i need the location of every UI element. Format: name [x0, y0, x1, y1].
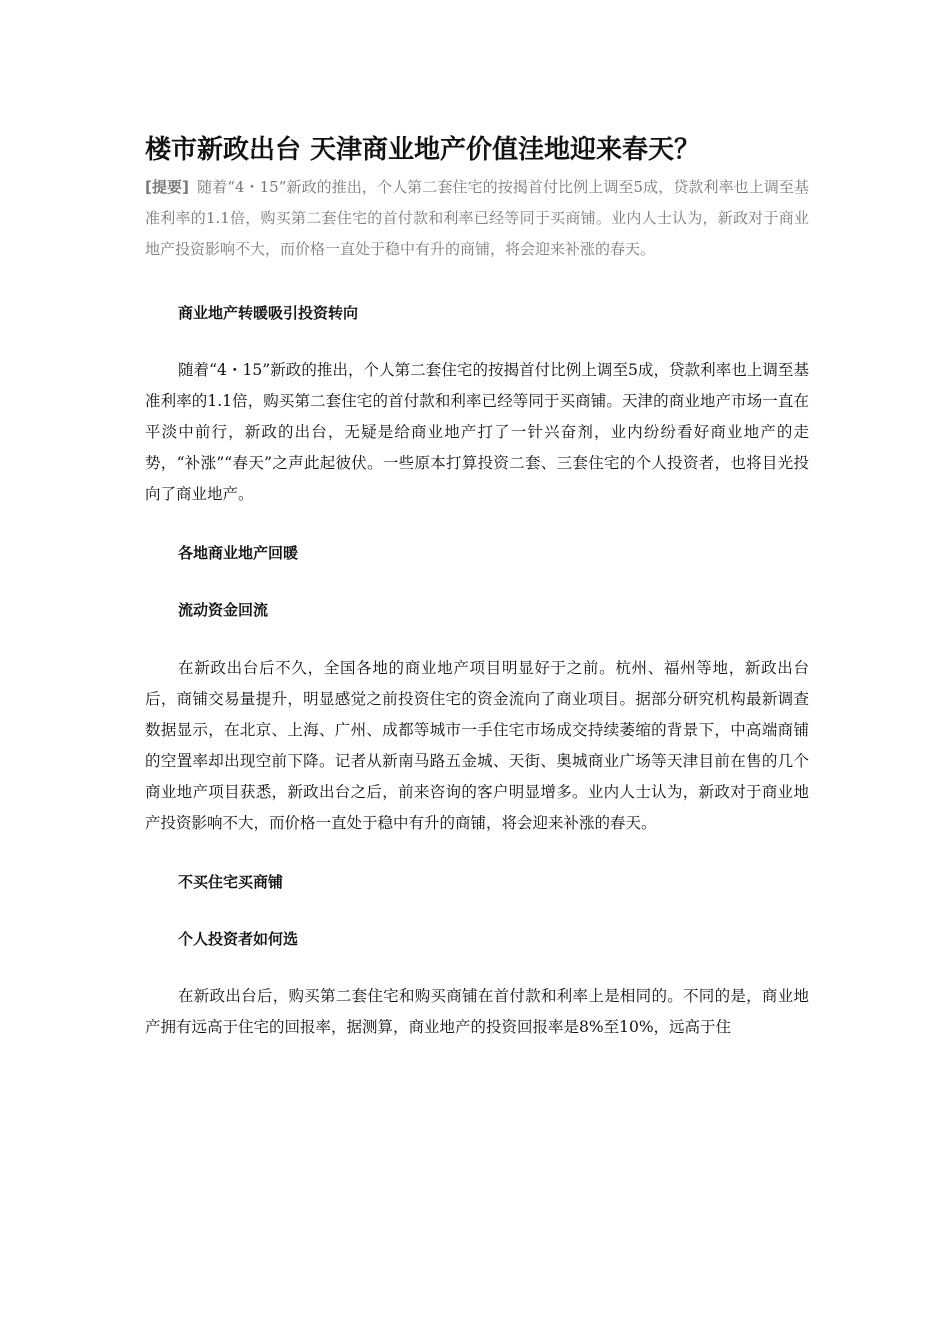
article-title: 楼市新政出台 天津商业地产价值洼地迎来春天？: [145, 135, 701, 165]
body-paragraph: 随着“4・15”新政的推出，个人第二套住宅的按揭首付比例上调至5成，贷款利率也上调至基准利率的1.1倍，购买第二套住宅的首付款和利率已经等同于买商铺。天津的商业地产市场一直在平淡中前行，新政的出台，无疑是给商业地产打了一针兴奋剂，业内纷纷看好商业地产的走势，“补涨”“春天”之声此起彼伏。一些原本打算投资二套、三套住宅的个人投资者，也将目光投向了商业地产。: [145, 361, 809, 503]
section-subheading: 个人投资者如何选: [178, 930, 299, 948]
summary-text: 随着“4・15”新政的推出，个人第二套住宅的按揭首付比例上调至5成，贷款利率也上调至基准利率的1.1倍，购买第二套住宅的首付款和利率已经等同于买商铺。业内人士认为，新政对于商业地产投资影响不大，而价格一直处于稳中有升的商铺，将会迎来补涨的春天。: [145, 178, 810, 258]
document-page: [145, 130, 809, 1043]
section-subheading: 流动资金回流: [178, 601, 269, 619]
section-heading: 不买住宅买商铺: [178, 873, 284, 891]
section-heading: 商业地产转暖吸引投资转向: [178, 304, 359, 322]
article-summary: [145, 172, 809, 265]
body-paragraph: 在新政出台后不久，全国各地的商业地产项目明显好于之前。杭州、福州等地，新政出台后，商铺交易量提升，明显感觉之前投资住宅的资金流向了商业项目。据部分研究机构最新调查数据显示，在北京、上海、广州、成都等城市一手住宅市场成交持续萎缩的背景下，中高端商铺的空置率却出现空前下降。记者从新南马路五金城、天街、奥城商业广场等天津目前在售的几个商业地产项目获悉，新政出台之后，前来咨询的客户明显增多。业内人士认为，新政对于商业地产投资影响不大，而价格一直处于稳中有升的商铺，将会迎来补涨的春天。: [145, 659, 809, 832]
body-paragraph: 在新政出台后，购买第二套住宅和购买商铺在首付款和利率上是相同的。不同的是，商业地产拥有远高于住宅的回报率，据测算，商业地产的投资回报率是8%至10%，远高于住: [145, 987, 809, 1036]
section-heading: 各地商业地产回暖: [178, 544, 299, 562]
summary-tag: [提要]: [145, 178, 189, 196]
